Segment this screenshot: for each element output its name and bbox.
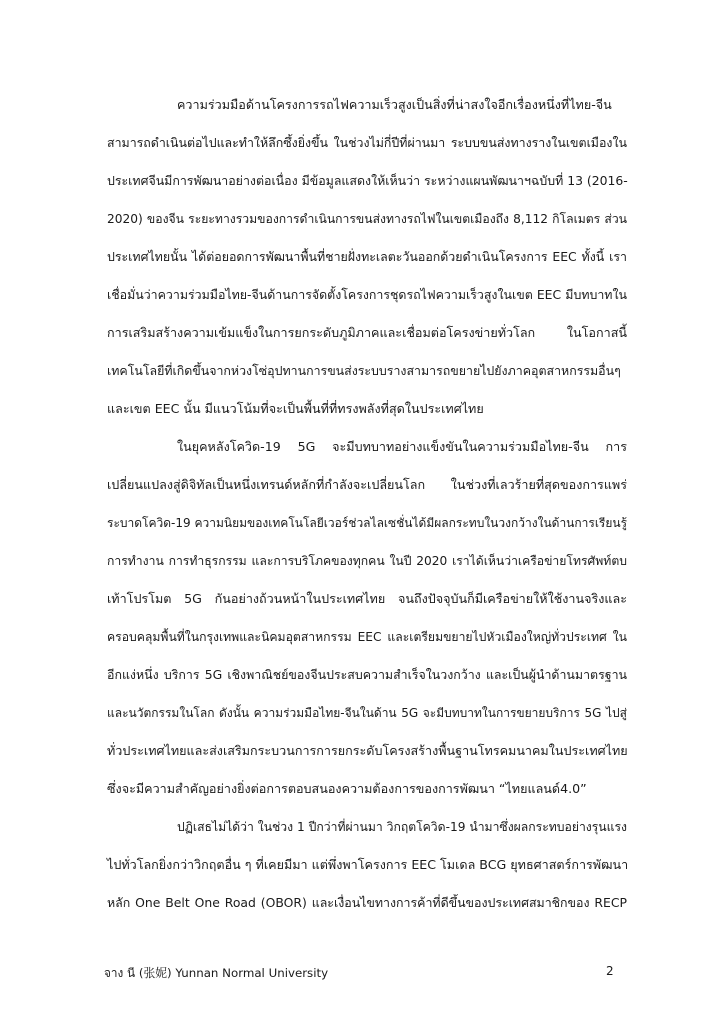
text-line: ปฏิเสธไม่ได้ว่า ในช่วง 1 ปีกว่าที่ผ่านมา วิกฤตโควิด-19 นำมาซึ่งผลกระทบอย่างรุนแรง xyxy=(177,820,627,834)
text-line: ทั่วประเทศไทยและส่งเสริมกระบวนการการยกระดับโครงสร้างพื้นฐานโทรคมนาคมในประเทศไทย xyxy=(107,743,628,758)
text-line: ในยุคหลังโควิด-19 5G จะมีบทบาทอย่างแข็งขันในความร่วมมือไทย-จีน การ xyxy=(177,439,627,454)
text-line: 2020) ของจีน ระยะทางรวมของการดำเนินการขนส่งทางรถไฟในเขตเมืองถึง 8,112 กิโลเมตร ส่วน xyxy=(107,212,627,226)
text-line: ความร่วมมือด้านโครงการรถไฟความเร็วสูงเป็นสิ่งที่น่าสงใจอีกเรื่องหนึ่งที่ไทย-จีน xyxy=(177,97,612,112)
text-line: หลัก One Belt One Road (OBOR) และเงื่อนไขทางการค้าที่ดีขึ้นของประเทศสมาชิกของ RECP xyxy=(107,895,627,910)
text-line: เท้าโปรโมต 5G กันอย่างถ้วนหน้าในประเทศไทย จนถึงปัจจุบันก็มีเครือข่ายให้ใช้งานจริงและ xyxy=(107,591,627,606)
text-line: ซึ่งจะมีความสำคัญอย่างยิ่งต่อการตอบสนองความต้องการของการพัฒนา “ไทยแลนด์4.0” xyxy=(107,781,587,796)
text-line: การเสริมสร้างความเข้มแข็งในการยกระดับภูมิภาคและเชื่อมต่อโครงข่ายทั่วโลก ในโอกาสนี้ xyxy=(107,325,627,340)
text-line: เทคโนโลยีที่เกิดขึ้นจากห่วงโซ่อุปทานการขนส่งระบบรางสามารถขยายไปยังภาคอุตสาหกรรมอื่นๆ xyxy=(107,363,621,378)
text-line: ไปทั่วโลกยิ่งกว่าวิกฤตอื่น ๆ ที่เคยมีมา แต่พึ่งพาโครงการ EEC โมเดล BCG ยุทธศาสตร์การพัฒนา xyxy=(107,857,629,872)
text-line: สามารถดำเนินต่อไปและทำให้ลึกซึ้งยิ่งขึ้น ในช่วงไม่กี่ปีที่ผ่านมา ระบบขนส่งทางรางในเขตเมืองใน xyxy=(107,135,627,150)
text-line: ครอบคลุมพื้นที่ในกรุงเทพและนิคมอุตสาหกรรม EEC และเตรียมขยายไปหัวเมืองใหญ่ทั่วประเทศ ใน xyxy=(107,630,627,644)
text-line: เปลี่ยนแปลงสู่ดิจิทัลเป็นหนึ่งเทรนด์หลักที่กำลังจะเปลี่ยนโลก ในช่วงที่เลวร้ายที่สุดของการแพร่ xyxy=(107,477,627,492)
text-line: อีกแง่หนึ่ง บริการ 5G เชิงพาณิชย์ของจีนประสบความสำเร็จในวงกว้าง และเป็นผู้นำด้านมาตรฐาน xyxy=(107,667,627,682)
footer-author: จาง นี (张妮) Yunnan Normal University xyxy=(104,966,329,980)
text-line: และนวัตกรรมในโลก ดังนั้น ความร่วมมือไทย-จีนในด้าน 5G จะมีบทบาทในการขยายบริการ 5G ไปสู่ xyxy=(107,706,627,720)
page-number: 2 xyxy=(606,964,614,978)
text-line: ประเทศไทยนั้น ได้ต่อยอดการพัฒนาพื้นที่ชายฝั่งทะเลตะวันออกด้วยดำเนินโครงการ EEC ทั้งนี้ เรา xyxy=(107,249,627,264)
text-line: และเขต EEC นั้น มีแนวโน้มที่จะเป็นพื้นที่ที่ทรงพลังที่สุดในประเทศไทย xyxy=(107,401,484,416)
text-line: การทำงาน การทำธุรกรรม และการบริโภคของทุกคน ในปี 2020 เราได้เห็นว่าเครือข่ายโทรศัพท์ตบ xyxy=(107,554,627,568)
text-line: ประเทศจีนมีการพัฒนาอย่างต่อเนื่อง มีข้อมูลแสดงให้เห็นว่า ระหว่างแผนพัฒนาฯฉบับที่ 13 (2016- xyxy=(107,173,628,188)
text-line: ระบาดโควิด-19 ความนิยมของเทคโนโลยีเวอร์ช่วลไลเซชั่นได้มีผลกระทบในวงกว้างในด้านการเรียนรู้ xyxy=(107,516,628,530)
text-line: เชื่อมั่นว่าความร่วมมือไทย-จีนด้านการจัดตั้งโครงการชุดรถไฟความเร็วสูงในเขต EEC มีบทบาทใน xyxy=(107,287,627,302)
